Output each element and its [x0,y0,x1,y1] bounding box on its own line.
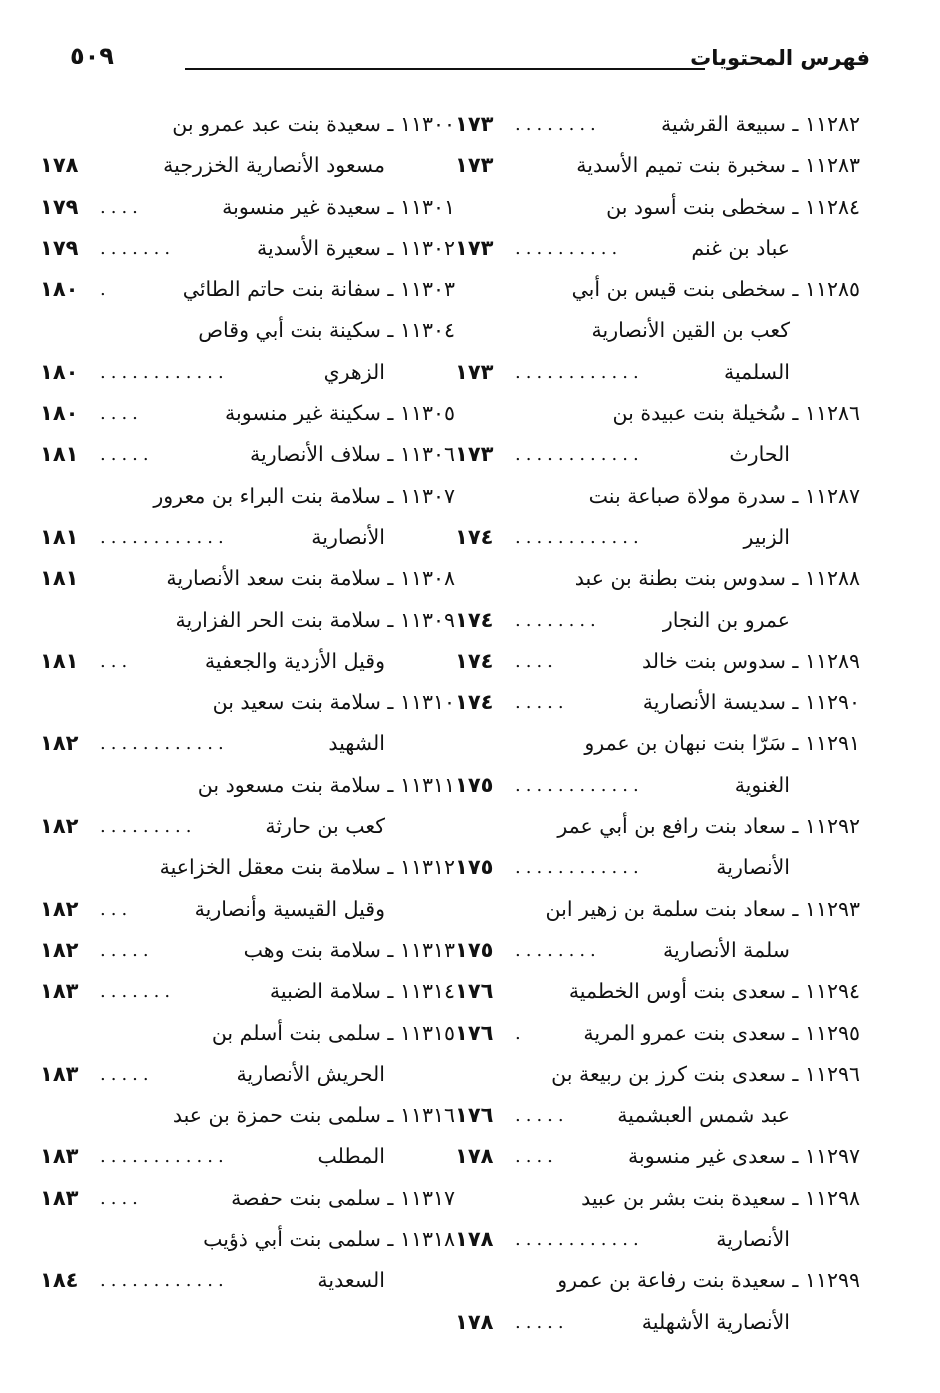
entry-page-number: ١٨٣ [40,979,79,1004]
leader-dots: ............ [515,361,644,383]
entry-page-number: ١٨١ [40,648,79,673]
entry-page-number: ١٨٣ [40,1185,79,1210]
entry-page-number: ١٨٢ [40,814,79,839]
index-entry-continuation [455,310,860,351]
entry-text: الأنصارية [716,855,790,880]
entry-text: ١١٢٨٣ ـ سخبرة بنت تميم الأسدية [576,153,860,178]
entry-text: ١١٣١٣ ـ سلامة بنت وهب [243,937,455,962]
index-entry-continuation [455,352,860,393]
index-entry [455,145,860,186]
leader-dots: ........ [515,939,601,961]
entry-page-number: ١٨١ [40,524,79,549]
page-header [70,40,870,90]
index-entry [40,847,455,888]
index-entry [40,476,455,517]
entry-page-number: ١٧٣ [455,112,494,136]
leader-dots: ..... [100,444,154,466]
leader-dots: .... [100,1187,143,1209]
index-entry [40,971,455,1012]
index-entry [455,1260,860,1301]
leader-dots: .......... [515,237,623,259]
index-entry-continuation [455,847,860,888]
index-entry [455,1054,860,1095]
leader-dots: ............ [515,444,644,466]
entry-text: مسعود الأنصارية الخزرجية [163,153,385,178]
index-entry-continuation [40,1260,455,1301]
entry-page-number: ١٧٤ [455,607,494,632]
entry-text: ١١٢٩٤ ـ سعدى بنت أوس الخطمية [568,979,860,1004]
entry-page-number: ١٨٠ [40,277,79,302]
index-entry-continuation [40,1054,455,1095]
entry-text: الشهيد [328,731,385,756]
leader-dots: ............ [100,1270,229,1292]
entry-text: ١١٣٠٦ ـ سلاف الأنصارية [250,442,455,467]
page-number: ٥٠٩ [70,42,114,70]
entry-text: سلمة الأنصارية [662,937,790,962]
entry-text: ١١٣٠٠ ـ سعيدة بنت عبد عمرو بن [172,112,455,136]
entry-text: الأنصارية [716,1227,790,1252]
index-entry [455,1136,860,1177]
index-entry [455,723,860,764]
leader-dots: .... [100,403,143,425]
leader-dots: . [515,1022,526,1044]
leader-dots: ..... [100,939,154,961]
page-title: فهرس المحتويات [690,46,870,70]
index-entry-continuation [455,434,860,475]
header-rule [185,68,705,70]
index-entry [40,1095,455,1136]
leader-dots: ........ [515,609,601,631]
index-entry [455,187,860,228]
entry-page-number: ١٧٨ [455,1144,494,1169]
entry-text: ١١٣٠٣ ـ سفانة بنت حاتم الطائي [182,277,455,302]
index-entry [40,228,455,269]
entry-text: السلمية [723,359,790,384]
leader-dots: ..... [515,1105,569,1127]
entry-text: ١١٣١٠ ـ سلامة بنت سعيد بن [212,690,455,715]
entry-text: ١١٢٨٢ ـ سبيعة القرشية [660,112,860,136]
index-entry-continuation [40,889,455,930]
entry-page-number: ١٧٤ [455,524,494,549]
entry-page-number: ١٧٩ [40,194,79,219]
entry-text: كعب بن حارثة [265,814,385,839]
entry-text: الأنصارية [311,524,385,549]
entry-page-number: ١٨٠ [40,359,79,384]
index-entry-continuation [455,1302,860,1343]
index-entry [40,104,455,145]
index-entry [455,641,860,682]
index-entry-continuation [40,352,455,393]
leader-dots: .... [515,650,558,672]
leader-dots: ..... [515,1311,569,1333]
leader-dots: ............ [515,526,644,548]
entry-text: ١١٢٩١ ـ سَرّا بنت نبهان بن عمرو [584,731,860,756]
entry-page-number: ١٨٣ [40,1144,79,1169]
entry-text: ١١٣٠٩ ـ سلامة بنت الحر الفزارية [175,607,455,632]
entry-page-number: ١٧٥ [455,772,494,797]
entry-page-number: ١٧٨ [40,153,79,178]
index-entry-continuation [455,600,860,641]
entry-text: ١١٢٨٥ ـ سخطى بنت قيس بن أبي [571,277,860,302]
index-entry [455,971,860,1012]
entry-text: ١١٣١٧ ـ سلمى بنت حفصة [231,1185,455,1210]
entry-text: ١١٢٩٣ ـ سعاد بنت سلمة بن زهير ابن [545,896,860,921]
index-entry [40,1013,455,1054]
entry-page-number: ١٧٣ [455,153,494,178]
index-entry [455,104,860,145]
entry-text: ١١٣٠٧ ـ سلامة بنت البراء بن معرور [153,483,455,508]
index-entry [455,558,860,599]
leader-dots: ......... [100,816,197,838]
leader-dots: ............ [100,733,229,755]
entry-text: ١١٣٠١ ـ سعيدة غير منسوبة [222,194,455,219]
entry-text: الزهري [323,359,385,384]
entry-page-number: ١٧٥ [455,937,494,962]
index-entry [40,310,455,351]
index-entry [455,889,860,930]
entry-page-number: ١٧٣ [455,235,494,260]
entry-text: ١١٣١١ ـ سلامة بنت مسعود بن [197,772,455,797]
entry-text: وقيل القيسية وأنصارية [194,896,385,921]
index-entry [455,1178,860,1219]
index-entry [40,434,455,475]
entry-page-number: ١٨٢ [40,896,79,921]
entry-text: ١١٢٨٨ ـ سدوس بنت بطنة بن عبد [574,566,860,591]
index-entry-continuation [40,641,455,682]
index-entry [40,393,455,434]
entry-text: ١١٣١٨ ـ سلمى بنت أبي ذؤيب [203,1227,455,1252]
index-entry-continuation [455,1219,860,1260]
entry-text: ١١٢٩٥ ـ سعدى بنت عمرو المرية [583,1020,860,1045]
index-entry [40,269,455,310]
leader-dots: ... [100,898,133,920]
leader-dots: ........ [515,114,601,135]
index-entry [40,1178,455,1219]
entry-text: كعب بن القين الأنصارية [591,318,790,343]
leader-dots: .... [515,1146,558,1168]
entry-page-number: ١٧٦ [455,1103,494,1128]
index-column-left [40,104,455,1302]
index-entry-continuation [455,517,860,558]
leader-dots: ............ [515,774,644,796]
entry-text: ١١٣٠٥ ـ سكينة غير منسوبة [225,401,455,426]
entry-page-number: ١٨٠ [40,401,79,426]
entry-text: الزبير [743,524,790,549]
entry-text: ١١٣١٦ ـ سلمى بنت حمزة بن عبد [172,1103,455,1128]
entry-page-number: ١٨١ [40,566,79,591]
index-entry [455,1013,860,1054]
index-entry-continuation [455,930,860,971]
entry-page-number: ١٧٦ [455,979,494,1004]
entry-text: الأنصارية الأشهلية [641,1309,790,1334]
index-entry [40,765,455,806]
index-entry [40,930,455,971]
entry-text: ١١٣٠٨ ـ سلامة بنت سعد الأنصارية [166,566,455,591]
leader-dots: ............ [515,1229,644,1251]
entry-text: ١١٢٩٩ ـ سعيدة بنت رفاعة بن عمرو [557,1268,860,1293]
entry-text: ١١٣١٥ ـ سلمى بنت أسلم بن [211,1020,455,1045]
entry-text: ١١٣٠٢ ـ سعيرة الأسدية [257,235,455,260]
entry-text: عبد شمس العبشمية [617,1103,790,1128]
entry-text: الغنوية [734,772,790,797]
index-entry [455,806,860,847]
index-entry [40,600,455,641]
leader-dots: ............ [100,526,229,548]
entry-page-number: ١٧٣ [455,359,494,384]
index-entry [40,682,455,723]
entry-page-number: ١٧٨ [455,1227,494,1252]
index-entry [455,393,860,434]
entry-text: الحريش الأنصارية [236,1061,385,1086]
index-entry-continuation [455,765,860,806]
entry-text: ١١٣١٢ ـ سلامة بنت معقل الخزاعية [159,855,455,880]
entry-page-number: ١٧٤ [455,648,494,673]
leader-dots: .... [100,196,143,218]
entry-page-number: ١٧٦ [455,1020,494,1045]
entry-text: عمرو بن النجار [662,607,790,632]
entry-text: وقيل الأزدية والجعفية [204,648,385,673]
index-entry [455,682,860,723]
entry-text: ١١٣٠٤ ـ سكينة بنت أبي وقاص [198,318,455,343]
leader-dots: ....... [100,237,176,259]
entry-page-number: ١٨٢ [40,731,79,756]
entry-page-number: ١٧٩ [40,235,79,260]
index-entry [40,1219,455,1260]
leader-dots: ............ [100,1146,229,1168]
index-entry-continuation [40,517,455,558]
entry-page-number: ١٨٤ [40,1268,79,1293]
index-entry-continuation [40,806,455,847]
entry-text: ١١٢٩٢ ـ سعاد بنت رافع بن أبي عمر [557,814,860,839]
entry-page-number: ١٧٥ [455,855,494,880]
index-entry-continuation [455,1095,860,1136]
entry-text: ١١٢٩٠ ـ سديسة الأنصارية [642,690,860,715]
entry-text: ١١٢٩٦ ـ سعدى بنت كرز بن ربيعة بن [551,1061,860,1086]
entry-text: ١١٢٩٨ ـ سعيدة بنت بشر بن عبيد [581,1185,860,1210]
leader-dots: ..... [515,692,569,714]
entry-page-number: ١٨٣ [40,1061,79,1086]
leader-dots: ............ [100,361,229,383]
leader-dots: ..... [100,1063,154,1085]
entry-text: ١١٣١٤ ـ سلامة الضبية [269,979,455,1004]
entry-text: الحارث [729,442,790,467]
index-entry [40,558,455,599]
index-entry [455,269,860,310]
leader-dots: ............ [515,857,644,879]
entry-page-number: ١٨١ [40,442,79,467]
index-column-right [455,104,860,1343]
index-entry [455,476,860,517]
index-entry [40,187,455,228]
entry-text: ١١٢٨٦ ـ سُخيلة بنت عبيدة بن [612,401,860,426]
entry-page-number: ١٧٣ [455,442,494,467]
leader-dots: ....... [100,981,176,1003]
entry-page-number: ١٨٢ [40,937,79,962]
index-entry-continuation [40,723,455,764]
entry-text: ١١٢٨٩ ـ سدوس بنت خالد [642,648,860,673]
entry-text: ١١٢٩٧ ـ سعدى غير منسوبة [628,1144,860,1169]
entry-text: عباد بن غنم [691,235,790,260]
entry-text: ١١٢٨٧ ـ سدرة مولاة صباعة بنت [588,483,860,508]
index-entry-continuation [40,1136,455,1177]
entry-text: المطلب [317,1144,385,1169]
index-entry-continuation [40,145,455,186]
entry-page-number: ١٧٨ [455,1309,494,1334]
entry-text: السعدية [317,1268,385,1293]
entry-page-number: ١٧٤ [455,690,494,715]
leader-dots: . [100,279,111,301]
entry-text: ١١٢٨٤ ـ سخطى بنت أسود بن [606,194,860,219]
index-entry-continuation [455,228,860,269]
leader-dots: ... [100,650,133,672]
